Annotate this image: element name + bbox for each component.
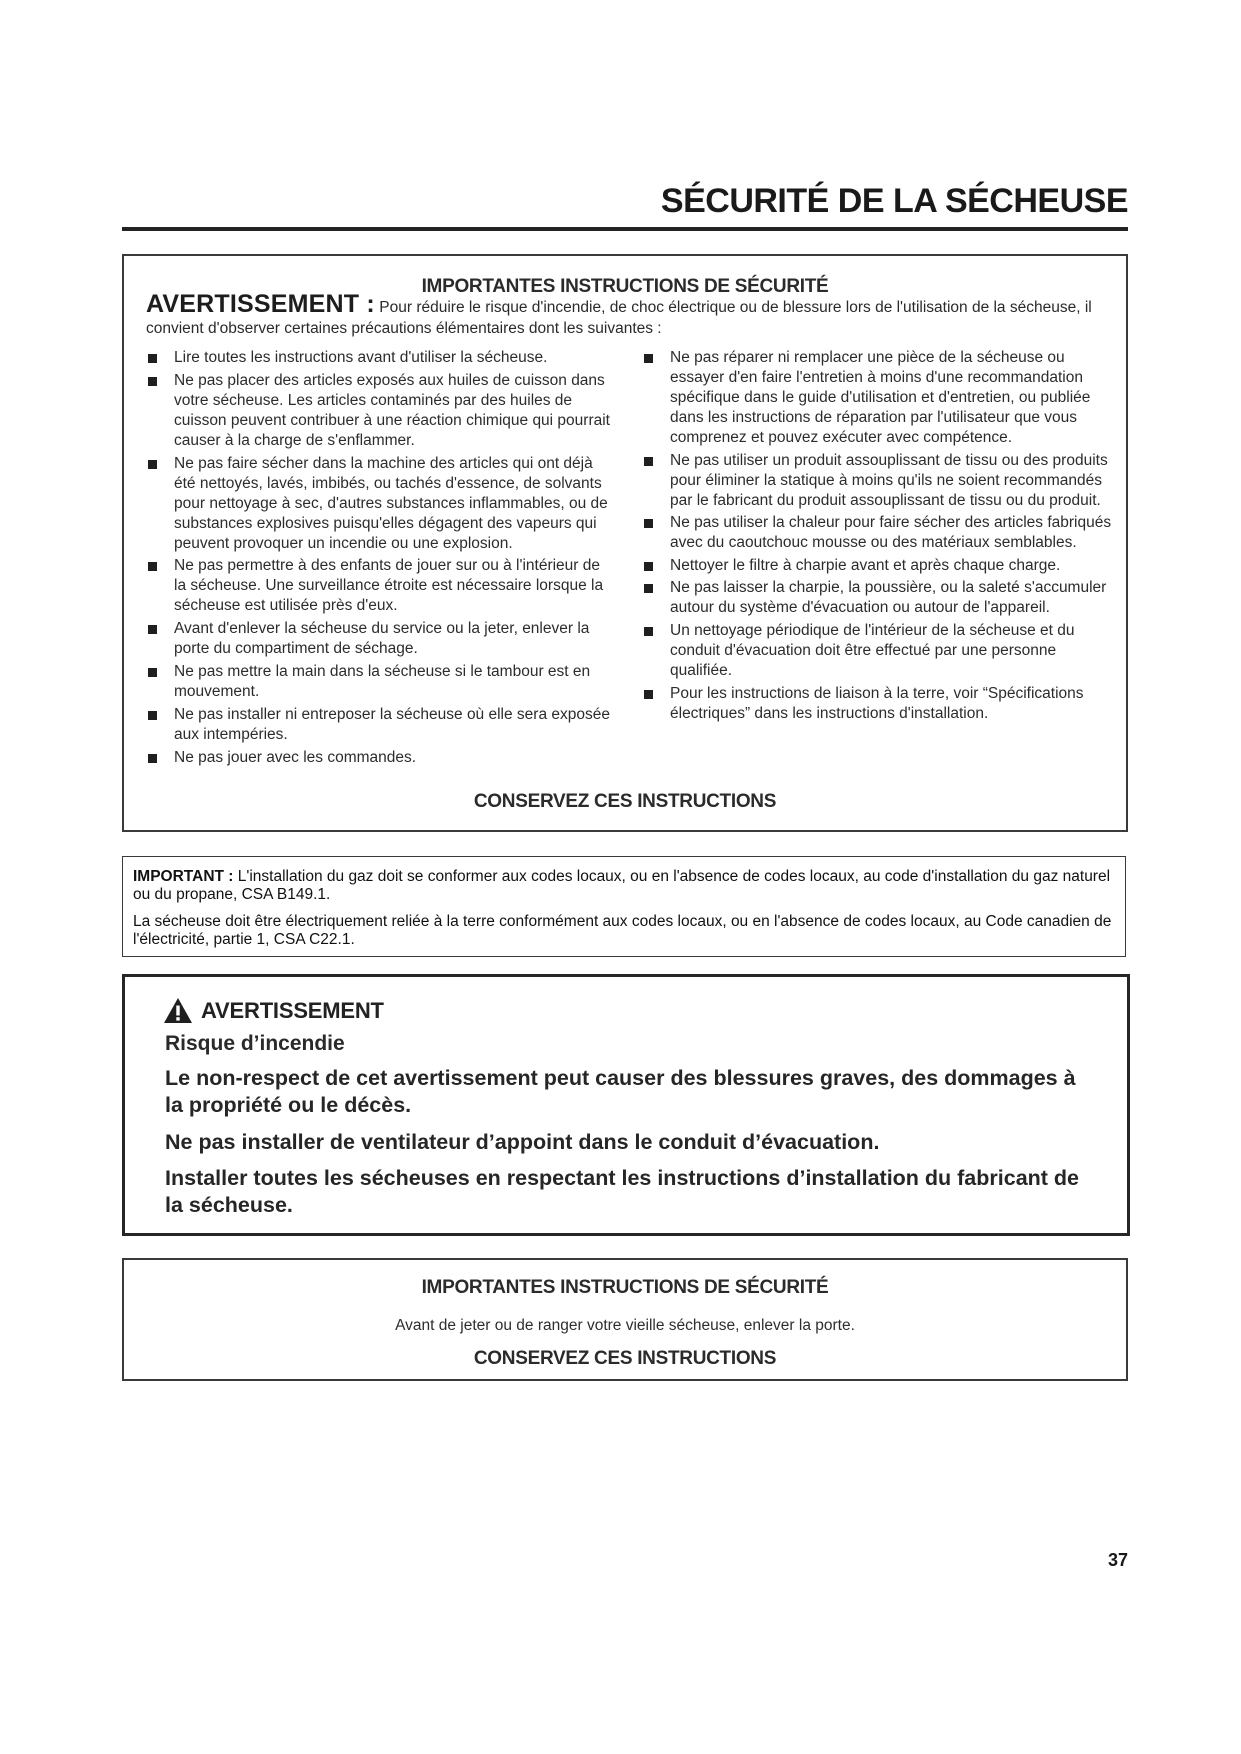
list-item: Pour les instructions de liaison à la terre, voir “Spécifications électriques” dans les instructions d'installation. (642, 684, 1112, 724)
warning-instruction-install: Installer toutes les sécheuses en respectant les instructions d’installation du fabricant de la sécheuse. (165, 1166, 1080, 1217)
bullet-icon (644, 457, 653, 466)
list-item: Ne pas mettre la main dans la sécheuse si le tambour est en mouvement. (146, 662, 616, 702)
list-item: Un nettoyage périodique de l'intérieur de la sécheuse et du conduit d'évacuation doit être effectué par une personne qualifiée. (642, 621, 1112, 681)
warning-subtitle: Risque d’incendie (165, 1032, 345, 1055)
list-item: Ne pas utiliser un produit assouplissant de tissu ou des produits pour éliminer la statique à moins qu'ils ne soient recommandés par le fabricant du produit assouplissant de tissu ou du produit. (642, 451, 1112, 511)
bullet-icon (644, 562, 653, 571)
bullet-icon (148, 562, 157, 571)
warning-heading (163, 997, 384, 1024)
bullet-icon (644, 584, 653, 593)
safety-heading: IMPORTANTES INSTRUCTIONS DE SÉCURITÉ (421, 276, 829, 297)
page-number: 37 (1107, 1550, 1128, 1570)
important-paragraph-electric: La sécheuse doit être électriquement reliée à la terre conformément aux codes locaux, ou en l'absence de codes locaux, au Code canadien de l'électricité, partie 1, CSA C22.1. (133, 913, 1112, 948)
bullet-icon (148, 377, 157, 386)
bullet-icon (148, 754, 157, 763)
fire-warning-box (122, 974, 1130, 1236)
door-removal-box (122, 1258, 1128, 1381)
list-item: Ne pas permettre à des enfants de jouer sur ou à l'intérieur de la sécheuse. Une surveillance étroite est nécessaire lorsque la sécheuse est utilisée près d'eux. (146, 556, 616, 616)
warning-instruction-fan: Ne pas installer de ventilateur d’appoint dans le conduit d’évacuation. (165, 1130, 880, 1154)
door-box-footer: CONSERVEZ CES INSTRUCTIONS (473, 1348, 777, 1369)
list-item: Avant d'enlever la sécheuse du service ou la jeter, enlever la porte du compartiment de séchage. (146, 619, 616, 659)
list-item: Ne pas réparer ni remplacer une pièce de la sécheuse ou essayer d'en faire l'entretien à moins d'une recommandation spécifique dans le guide d'utilisation et d'entretien, ou publiée dans les instructions de réparation par l'utilisateur que vous comprenez et pouvez exécuter avec compétence. (642, 348, 1112, 448)
warning-triangle-icon (163, 997, 193, 1024)
bullet-icon (644, 354, 653, 363)
save-instructions-footer: CONSERVEZ CES INSTRUCTIONS (473, 791, 777, 812)
important-box (122, 856, 1126, 957)
bullet-icon (148, 668, 157, 677)
list-item: Ne pas placer des articles exposés aux huiles de cuisson dans votre sécheuse. Les articles contaminés par des huiles de cuisson peuvent contribuer à une réaction chimique qui pourrait causer à la charge de s'enflammer. (146, 371, 616, 451)
warning-consequence: Le non-respect de cet avertissement peut causer des blessures graves, des dommages à la propriété ou le décès. (165, 1066, 1076, 1117)
safety-instructions-box (122, 254, 1128, 832)
list-item: Nettoyer le filtre à charpie avant et après chaque charge. (642, 556, 1112, 576)
page-title: SÉCURITÉ DE LA SÉCHEUSE (660, 182, 1128, 220)
important-label: IMPORTANT : (133, 868, 234, 885)
warning-label: AVERTISSEMENT : (146, 290, 375, 318)
bullet-icon (148, 625, 157, 634)
list-item: Lire toutes les instructions avant d'utiliser la sécheuse. (146, 348, 616, 368)
bullet-icon (148, 460, 157, 469)
door-box-text: Avant de jeter ou de ranger votre vieille sécheuse, enlever la porte. (395, 1317, 855, 1334)
list-item: Ne pas utiliser la chaleur pour faire sécher des articles fabriqués avec du caoutchouc mousse ou des matériaux semblables. (642, 513, 1112, 553)
warning-title: AVERTISSEMENT (201, 997, 384, 1023)
bullet-icon (644, 690, 653, 699)
bullet-icon (148, 711, 157, 720)
bullet-icon (644, 627, 653, 636)
list-item: Ne pas jouer avec les commandes. (146, 748, 616, 768)
list-item: Ne pas installer ni entreposer la sécheuse où elle sera exposée aux intempéries. (146, 705, 616, 745)
list-item: Ne pas faire sécher dans la machine des articles qui ont déjà été nettoyés, lavés, imbibés, ou tachés d'essence, de solvants pour nettoyage à sec, d'autres substances inflammables, ou de substances explosives puisqu'elles dégagent des vapeurs qui peuvent provoquer un incendie ou une explosion. (146, 454, 616, 554)
important-paragraph-gas: IMPORTANT : L'installation du gaz doit se conformer aux codes locaux, ou en l'absence de codes locaux, au code d'installation du gaz naturel ou du propane, CSA B149.1. (133, 868, 1111, 903)
warning-intro (146, 290, 1106, 339)
right-instruction-list (642, 348, 1112, 726)
title-rule (122, 227, 1128, 231)
bullet-icon (148, 354, 157, 363)
list-item: Ne pas laisser la charpie, la poussière, ou la saleté s'accumuler autour du système d'évacuation ou autour de l'appareil. (642, 578, 1112, 618)
bullet-icon (644, 519, 653, 528)
warning-text: Pour réduire le risque d'incendie, de choc électrique ou de blessure lors de l'utilisation de la sécheuse, il convient d'observer certaines précautions élémentaires dont les suivantes : (146, 299, 1092, 337)
left-instruction-list (146, 348, 616, 770)
door-box-heading: IMPORTANTES INSTRUCTIONS DE SÉCURITÉ (421, 1277, 829, 1298)
